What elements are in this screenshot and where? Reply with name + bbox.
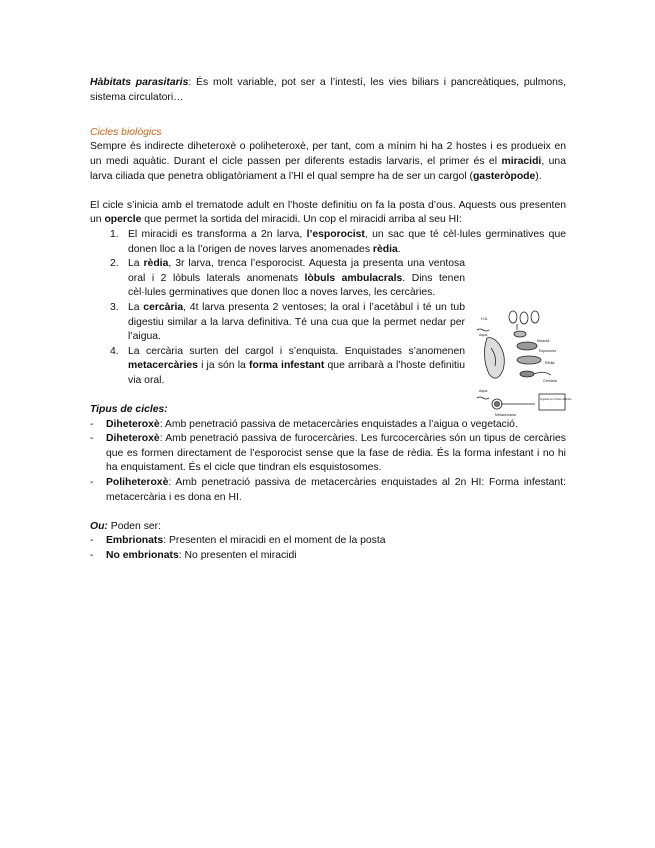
sporocyst-icon <box>517 342 537 350</box>
habitats-paragraph <box>90 76 566 105</box>
life-cycle-figure <box>477 308 572 420</box>
miracidium-icon <box>514 331 526 337</box>
cercaria-tail-icon <box>534 372 551 375</box>
figure-label: Aqua <box>479 333 488 337</box>
tipus-list <box>90 418 566 506</box>
egg-icon <box>509 311 517 323</box>
cicles-paragraph-1: Sempre és indirecte diheteroxè o poliheteroxè, per tant, com a mínim hi ha 2 hostes i es produeix en un medi aquàtic. Durant el cicle passen per diferents estadis larvaris, el primer és el miracidi, una larva ciliada que penetra obligatòriament a l’HI el qual sempre ha de ser un cargol (gasteròpode). <box>90 141 566 182</box>
cercaria-icon <box>520 371 534 377</box>
list-item: 1. El miracidi es transforma a 2n larva, l’esporocist, un sac que té cèl·lules germinatives que donen lloc a la l’origen de noves larves anomenades rèdia. <box>110 228 566 255</box>
figure-label: Esporocist <box>539 349 556 353</box>
list-item: 4. La cercària surten del cargol i s’enquista. Enquistades s’anomenen metacercàries i ja són la forma infestant que arribarà a l’hoste definitiu via oral. <box>110 345 465 386</box>
list-item: - Embrionats: Presenten el miracidi en el moment de la posta <box>90 535 386 547</box>
list-item: 2. La rèdia, 3r larva, trenca l’esporocist. Aquesta ja presenta una ventosa oral i 2 lòbuls laterals anomenats lòbuls ambulacrals. Dins tenen cèl·lules germinatives que donen lloc a noves larves, les cercàries. <box>110 258 465 299</box>
list-item: - Poliheteroxè: Amb penetració passiva de metacercàries enquistades al 2n HI: Forma infestant: metacercària i es dona en HI. <box>90 477 566 503</box>
habitats-heading: Hàbitats parasitaris <box>90 77 189 88</box>
egg-icon <box>531 311 539 323</box>
figure-label: Miracidi <box>537 339 550 343</box>
figure-label: Rèdia <box>545 361 555 365</box>
ou-heading: Ou: <box>90 520 108 532</box>
tipus-heading: Tipus de cicles: <box>90 404 168 416</box>
cicles-heading: Cicles biològics <box>90 126 162 138</box>
list-item: 3. La cercària, 4t larva presenta 2 ventoses; la oral i l’acetàbul i té un tub digestiu similar a la larva definitiva. Té una cua que la permet nedar per l’aigua. <box>110 301 465 343</box>
cicles-paragraph-2: El cicle s’inicia amb el trematode adult en l’hoste definitiu on fa la posta d’ous. Aquests ous presenten un opercle que permet la sortida del miracidi. Un cop el miracidi arriba al seu HI: <box>90 199 566 226</box>
habitats-text: : És molt variable, pot ser a l’intestí, les vies biliars i pancreàtiques, pulmons, sistema circulatori… <box>90 77 566 103</box>
figure-label: Cercària <box>543 379 557 383</box>
list-item: - No embrionats: No presenten el miracidi <box>90 550 297 561</box>
ou-list <box>90 534 566 563</box>
figure-label: Ingestió per l'hoste definitiu <box>540 398 572 401</box>
figure-label: Metacercària <box>495 413 516 417</box>
ou-paragraph: Ou: Poden ser: <box>90 520 162 532</box>
list-item: - Diheteroxè: Amb penetració passiva de metacercàries enquistades a l’aigua o vegetació. <box>90 418 518 430</box>
figure-label: Aqua <box>479 389 488 393</box>
list-item: - Diheteroxè: Amb penetració passiva de furocercàries. Les furcocercàries són un tipus de cercàries que es formen directament de l’esporocist sense que la fase de rèdia. És la forma infestant i no hi ha enquistament. És el cicle que tindran els esquistosomes. <box>90 433 566 474</box>
snail-icon <box>484 338 504 379</box>
figure-label: H.D. <box>481 317 489 321</box>
redia-icon <box>517 356 541 364</box>
egg-icon <box>520 312 528 324</box>
